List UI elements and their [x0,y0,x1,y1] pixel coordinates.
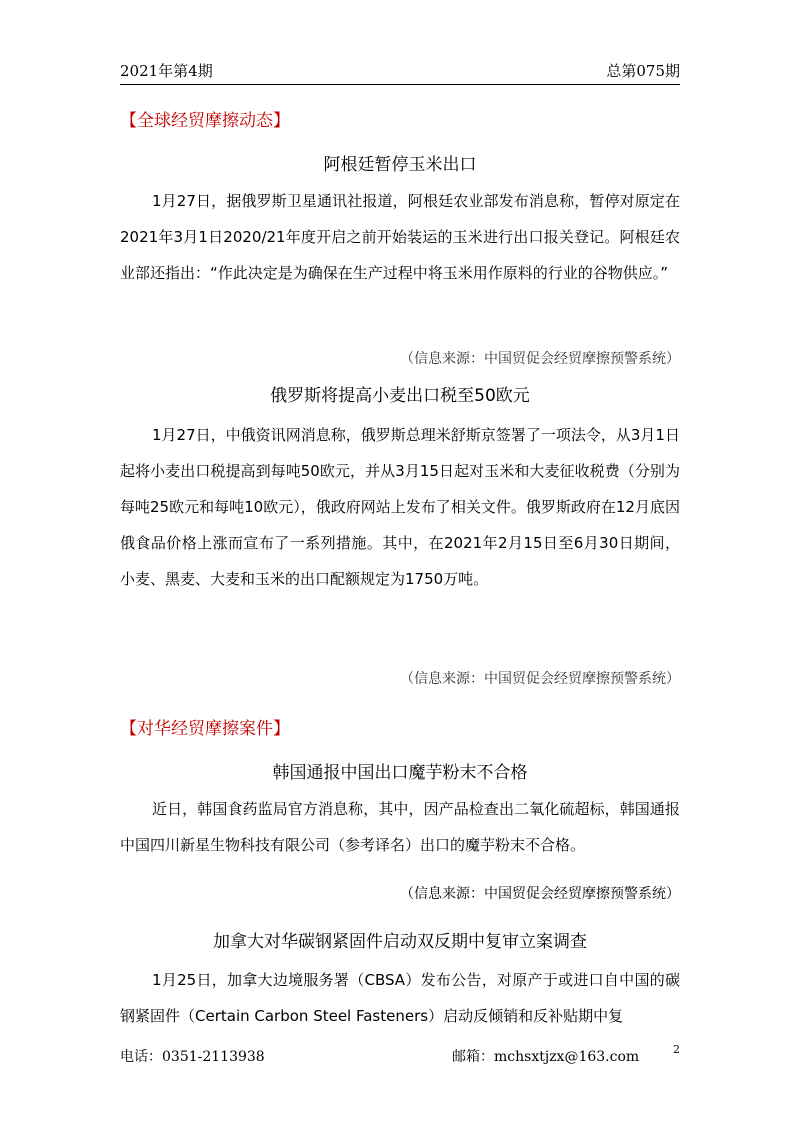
article-body-argentina: 1月27日，据俄罗斯卫星通讯社报道，阿根廷农业部发布消息称，暂停对原定在2021年3月1日2020/21年度开启之前开始装运的玉米进行出口报关登记。阿根廷农业部还指出：“作此决定是为确保在生产过程中将玉米用作原料的行业的谷物供应。” [120,192,680,282]
section-heading-global: 【全球经贸摩擦动态】 [120,111,290,131]
article-title-russia: 俄罗斯将提高小麦出口税至50欧元 [270,386,530,406]
footer-email: 邮箱：mchsxtjzx@163.com [452,1049,640,1065]
page-number: 2 [673,1043,680,1056]
article-source-russia: （信息来源：中国贸促会经贸摩擦预警系统） [400,671,680,687]
section-heading-china: 【对华经贸摩擦案件】 [120,719,290,739]
article-title-korea: 韩国通报中国出口魔芋粉末不合格 [272,763,528,783]
article-body-korea: 近日，韩国食药监局官方消息称，其中，因产品检查出二氧化硫超标，韩国通报中国四川新星生物科技有限公司（参考译名）出口的魔芋粉末不合格。 [120,800,680,854]
article-body-canada: 1月25日，加拿大边境服务署（CBSA）发布公告，对原产于或进口自中国的碳钢紧固件（Certain Carbon Steel Fasteners）启动反倾销和反补贴期中复 [120,971,680,1025]
article-body-russia: 1月27日，中俄资讯网消息称，俄罗斯总理米舒斯京签署了一项法令，从3月1日起将小麦出口税提高到每吨50欧元，并从3月15日起对玉米和大麦征收税费（分别为每吨25欧元和每吨10欧元），俄政府网站上发布了相关文件。俄罗斯政府在12月底因俄食品价格上涨而宣布了一系列措施。其中，在2021年2月15日至6月30日期间，小麦、黑麦、大麦和玉米的出口配额规定为1750万吨。 [120,426,680,588]
article-source-korea: （信息来源：中国贸促会经贸摩擦预警系统） [400,886,680,902]
footer-phone: 电话：0351-2113938 [120,1049,265,1065]
article-title-canada: 加拿大对华碳钢紧固件启动双反期中复审立案调查 [213,932,587,952]
article-source-argentina: （信息来源：中国贸促会经贸摩擦预警系统） [400,351,680,367]
total-issue-label: 总第075期 [606,62,680,80]
issue-label: 2021年第4期 [120,62,213,80]
page-header [120,60,680,85]
article-title-argentina: 阿根廷暂停玉米出口 [323,155,477,175]
